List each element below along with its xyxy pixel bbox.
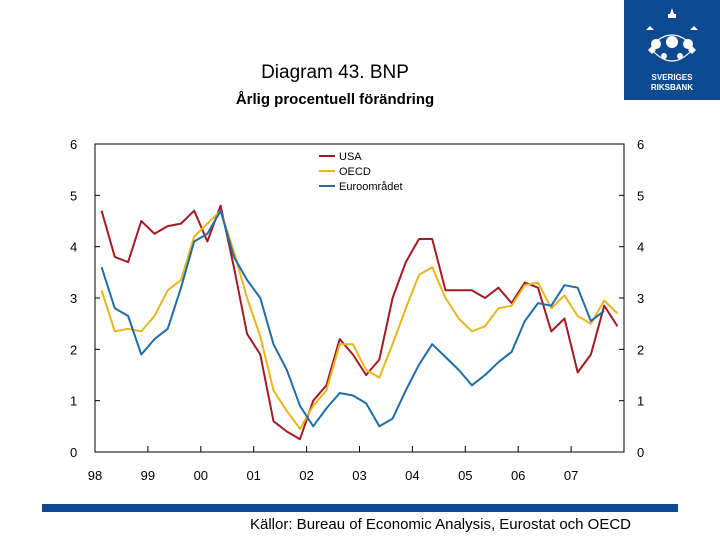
- chart-title: Diagram 43. BNP: [261, 62, 409, 83]
- x-tick-label: 04: [405, 468, 420, 483]
- legend: [319, 151, 403, 193]
- x-tick-label: 02: [299, 468, 314, 483]
- y-tick-label-right: 3: [637, 291, 645, 306]
- legend-label: OECD: [339, 166, 371, 178]
- series-lines: [102, 206, 618, 440]
- x-tick-label: 01: [246, 468, 261, 483]
- x-tick-label: 07: [563, 468, 579, 483]
- y-tick-label-right: 4: [637, 239, 645, 255]
- legend-label: Euroområdet: [339, 181, 403, 193]
- chart-subtitle: Årlig procentuell förändring: [235, 91, 435, 108]
- logo-text-line2: RIKSBANK: [650, 83, 694, 92]
- x-tick-label: 98: [87, 468, 103, 483]
- y-tick-label-left: 2: [70, 342, 78, 358]
- y-tick-label-right: 5: [637, 188, 645, 204]
- y-tick-label-right: 2: [637, 342, 645, 358]
- riksbank-logo: [624, 0, 720, 100]
- series-line-usa: [102, 206, 618, 440]
- y-tick-label-right: 6: [637, 137, 645, 152]
- y-tick-label-right: 1: [637, 393, 645, 409]
- x-tick-label: 06: [510, 468, 526, 483]
- source-note: Källor: Bureau of Economic Analysis, Eurostat och OECD: [250, 516, 632, 533]
- series-line-euroområdet: [102, 211, 605, 427]
- line-chart: [0, 120, 720, 490]
- y-tick-label-left: 3: [70, 291, 78, 306]
- y-axis-right: [619, 137, 644, 460]
- legend-label: USA: [339, 151, 362, 163]
- y-tick-label-right: 0: [637, 445, 645, 460]
- x-tick-label: 00: [193, 468, 209, 483]
- footer-bar: [42, 504, 678, 512]
- y-tick-label-left: 4: [70, 239, 78, 255]
- y-tick-label-left: 1: [70, 393, 78, 409]
- logo-text-line1: SVERIGES: [651, 73, 693, 82]
- y-tick-label-left: 0: [70, 445, 78, 460]
- y-tick-label-left: 6: [70, 137, 78, 152]
- x-tick-label: 03: [352, 468, 367, 483]
- series-line-oecd: [102, 211, 618, 429]
- y-tick-label-left: 5: [70, 188, 78, 204]
- x-tick-label: 99: [140, 468, 156, 483]
- x-tick-label: 05: [458, 468, 473, 483]
